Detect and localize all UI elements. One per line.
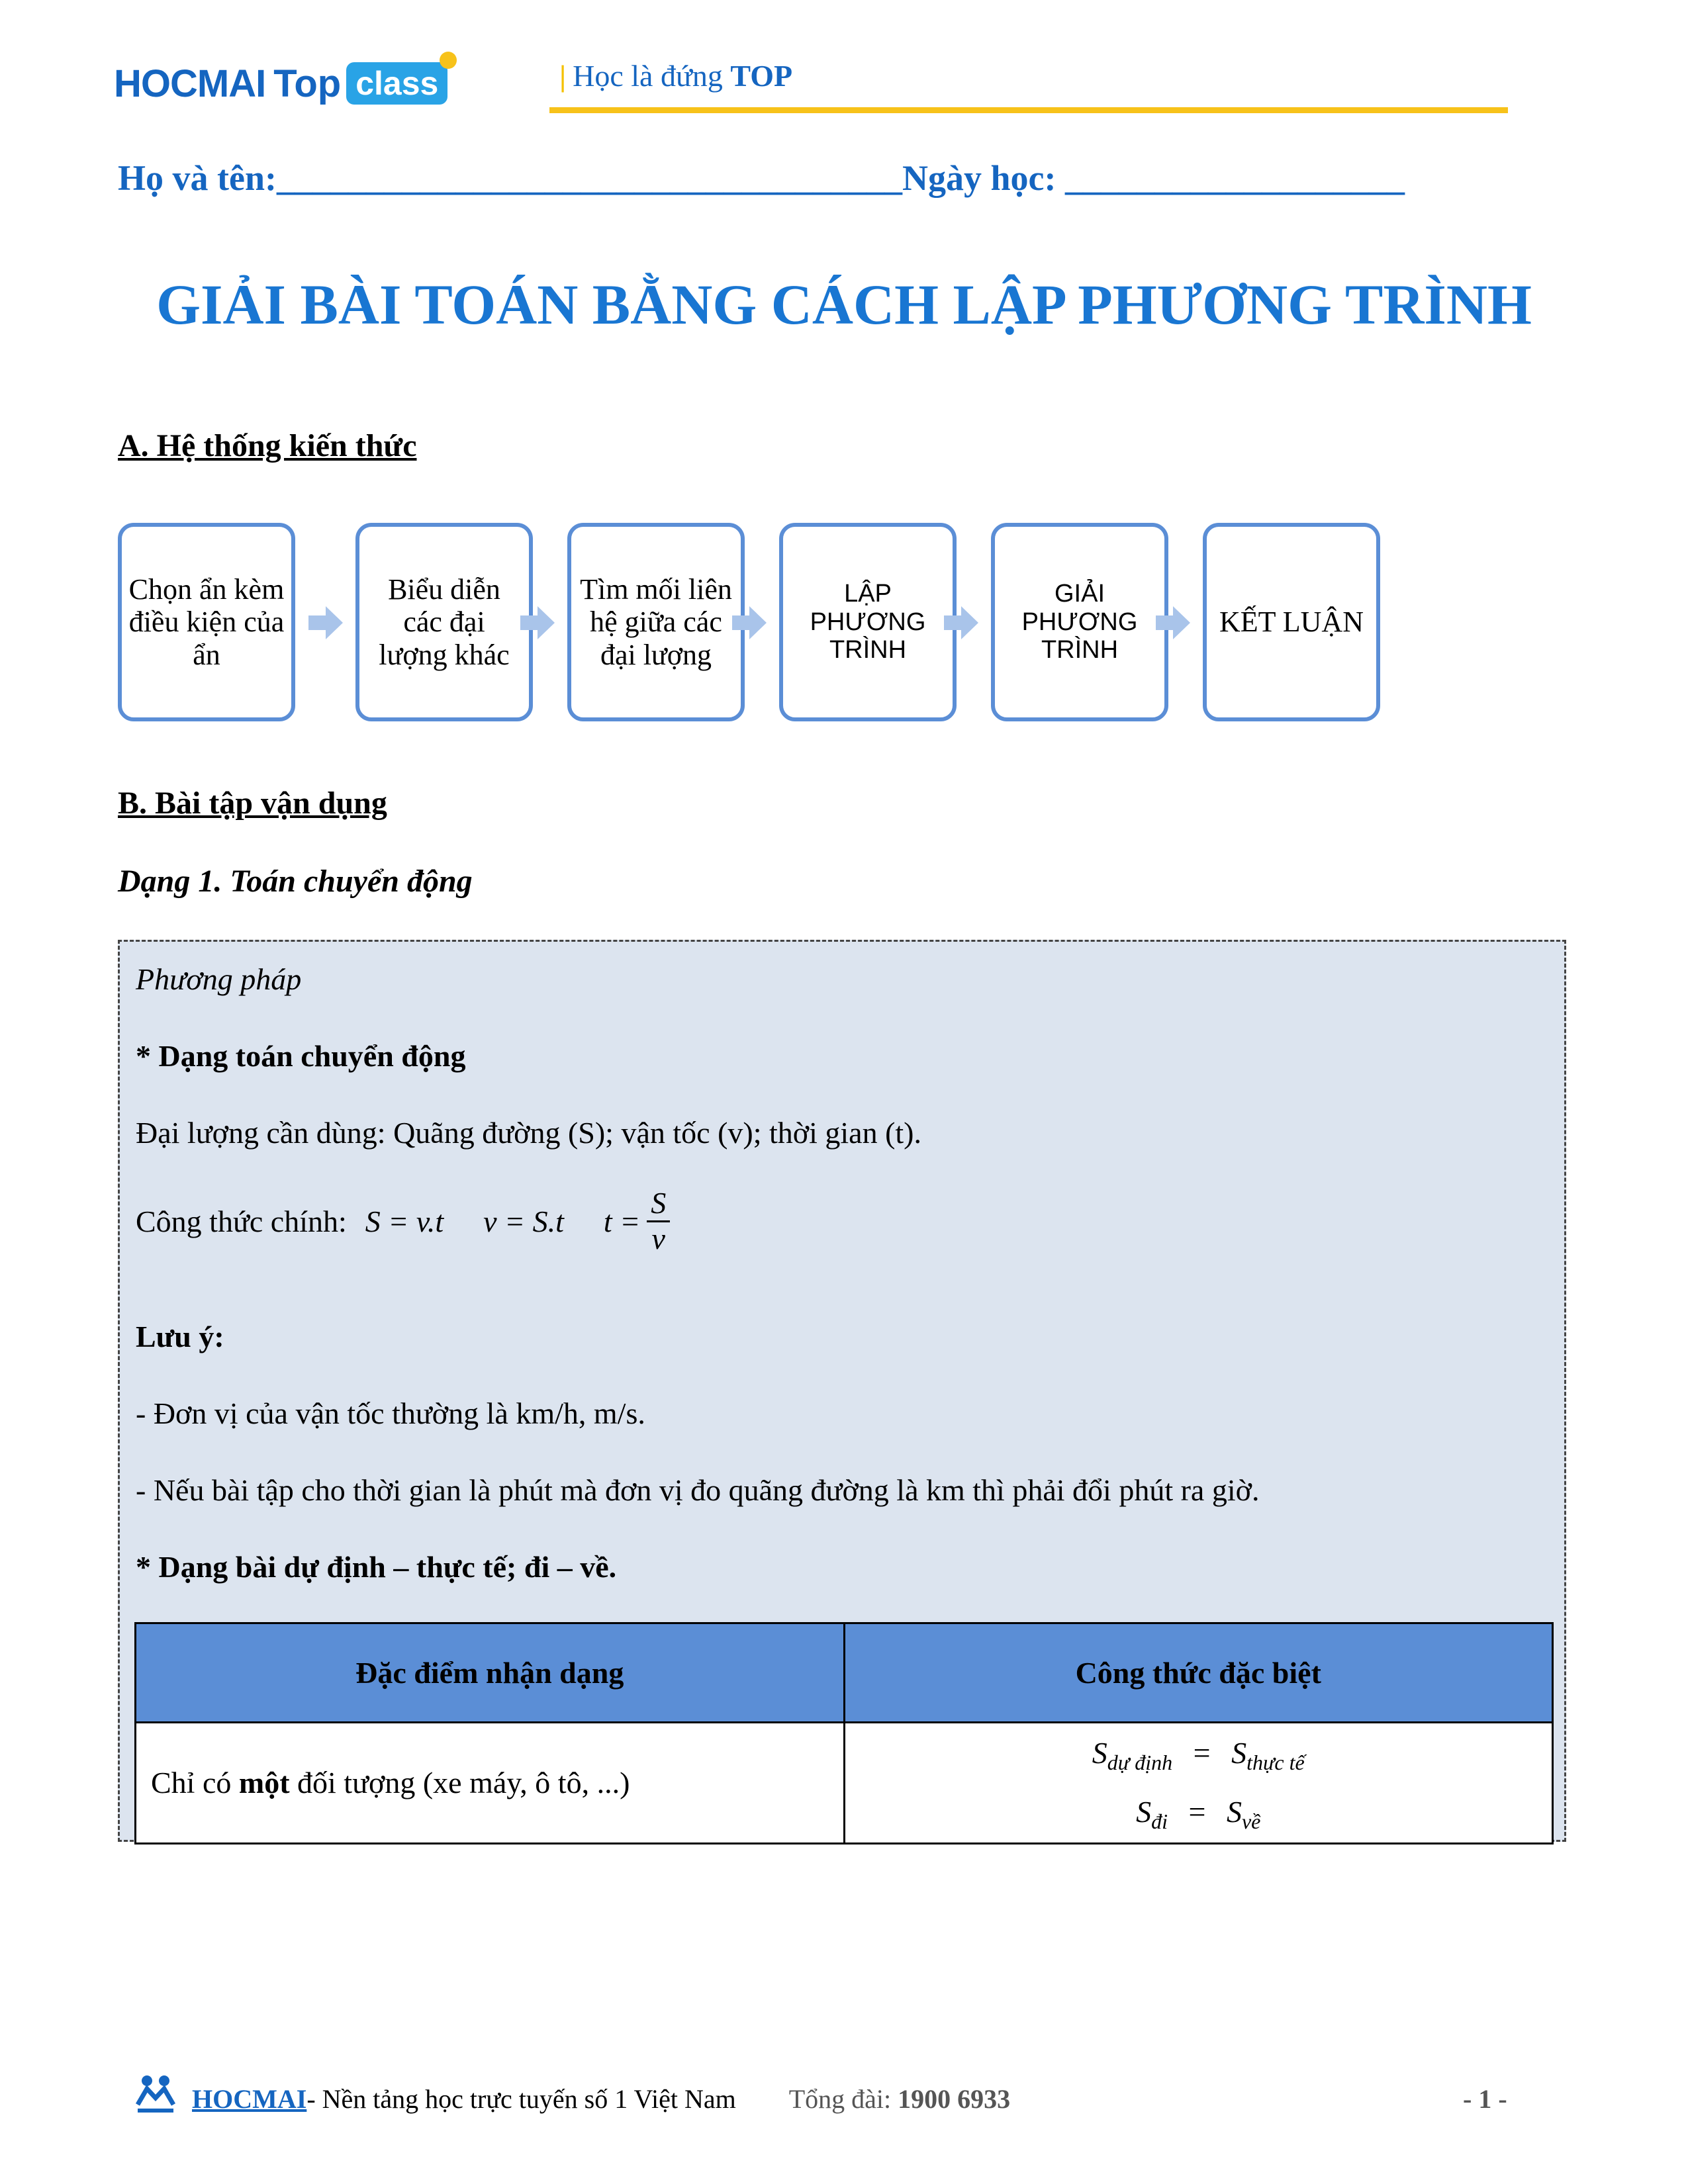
section-b-heading: B. Bài tập vận dụng (118, 786, 387, 821)
table-header-formulas: Công thức đặc biệt (844, 1623, 1553, 1723)
table-cell-feature (136, 1723, 845, 1844)
note-1: - Đơn vị của vận tốc thường là km/h, m/s. (136, 1396, 645, 1430)
formula-go-return (846, 1783, 1552, 1842)
flow-step-6: KẾT LUẬN (1203, 523, 1380, 721)
equals-sign: = (1188, 1794, 1206, 1829)
arrow-right-icon (944, 605, 980, 641)
slogan (559, 58, 792, 93)
plan-actual-subheading: * Dạng bài dự định – thực tế; đi – về. (136, 1550, 617, 1584)
formula-label: Công thức chính: (136, 1204, 347, 1238)
formula-plan-actual (846, 1724, 1552, 1783)
table-cell-formula (844, 1723, 1553, 1844)
flow-step-2: Biểu diễn các đại lượng khác (355, 523, 533, 721)
formula-a-lhs-sub: dự định (1107, 1751, 1173, 1775)
fraction-denominator: v (651, 1221, 665, 1255)
page-number: - 1 - (1463, 2084, 1507, 2114)
hocmai-topclass-logo (114, 57, 447, 110)
arrow-right-icon (1156, 605, 1192, 641)
formula-b-rhs-sub: về (1241, 1809, 1261, 1834)
formula-t-lhs: t = (603, 1204, 641, 1238)
cell-text-pre: Chỉ có (151, 1766, 239, 1800)
star-icon (440, 52, 457, 69)
formula-b-lhs-sub: đi (1151, 1809, 1168, 1834)
method-box (118, 940, 1566, 1842)
name-date-line: Họ và tên:___________________________________Ngày học: ___________________ (118, 158, 1405, 198)
flow-step-4: LẬP PHƯƠNG TRÌNH (779, 523, 957, 721)
logo-top-text: Top (273, 62, 342, 105)
main-formula (136, 1187, 670, 1255)
formula-s: S = v.t (365, 1204, 444, 1238)
slogan-bar: | (559, 59, 567, 93)
formula-table (134, 1622, 1554, 1844)
logo-hocmai-text: HOCMAI (114, 62, 266, 105)
footer-tagline: - Nền tảng học trực tuyến số 1 Việt Nam (306, 2084, 736, 2114)
arrow-right-icon (732, 605, 768, 641)
note-2: - Nếu bài tập cho thời gian là phút mà đơn vị đo quãng đường là km thì phải đổi phút ra giờ. (136, 1473, 1260, 1507)
table-row (136, 1723, 1553, 1844)
formula-v: v = S.t (483, 1204, 564, 1238)
header-divider (549, 107, 1508, 113)
method-heading: Phương pháp (136, 962, 302, 996)
arrow-right-icon (308, 605, 344, 641)
fraction-s-over-v (647, 1187, 670, 1255)
slogan-text: Học là đứng (573, 59, 731, 93)
flow-step-1: Chọn ẩn kèm điều kiện của ẩn (118, 523, 295, 721)
hotline-label: Tổng đài: (788, 2084, 898, 2114)
formula-b-rhs: S (1226, 1794, 1242, 1829)
table-header-row (136, 1623, 1553, 1723)
quantities-text: Đại lượng cần dùng: Quãng đường (S); vận tốc (v); thời gian (t). (136, 1116, 921, 1150)
flow-step-5: GIẢI PHƯƠNG TRÌNH (991, 523, 1168, 721)
footer-hotline (789, 2083, 1010, 2115)
table-header-features: Đặc điểm nhận dạng (136, 1623, 845, 1723)
equals-sign: = (1193, 1736, 1211, 1770)
formula-a-rhs: S (1231, 1736, 1247, 1770)
logo-class-badge (346, 62, 447, 105)
flow-step-3: Tìm mối liên hệ giữa các đại lượng (567, 523, 745, 721)
slogan-top: TOP (730, 59, 793, 93)
section-a-heading: A. Hệ thống kiến thức (118, 428, 417, 463)
formula-b-lhs: S (1136, 1794, 1152, 1829)
hocmai-footer-logo-icon (132, 2071, 179, 2118)
footer (192, 2083, 1010, 2115)
footer-brand-link[interactable]: HOCMAI (192, 2084, 307, 2114)
motion-subheading: * Dạng toán chuyển động (136, 1039, 466, 1073)
page-title: GIẢI BÀI TOÁN BẰNG CÁCH LẬP PHƯƠNG TRÌNH (156, 273, 1532, 336)
fraction-numerator: S (647, 1187, 670, 1222)
cell-text-bold: một (238, 1766, 290, 1800)
arrow-right-icon (520, 605, 556, 641)
dang-1-heading: Dạng 1. Toán chuyển động (118, 864, 473, 899)
logo-class-text: class (355, 65, 439, 102)
formula-a-lhs: S (1092, 1736, 1107, 1770)
formula-a-rhs-sub: thực tế (1246, 1751, 1305, 1775)
hotline-number: 1900 6933 (898, 2084, 1011, 2114)
note-label: Lưu ý: (136, 1320, 224, 1353)
cell-text-post: đối tượng (xe máy, ô tô, ...) (289, 1766, 630, 1800)
